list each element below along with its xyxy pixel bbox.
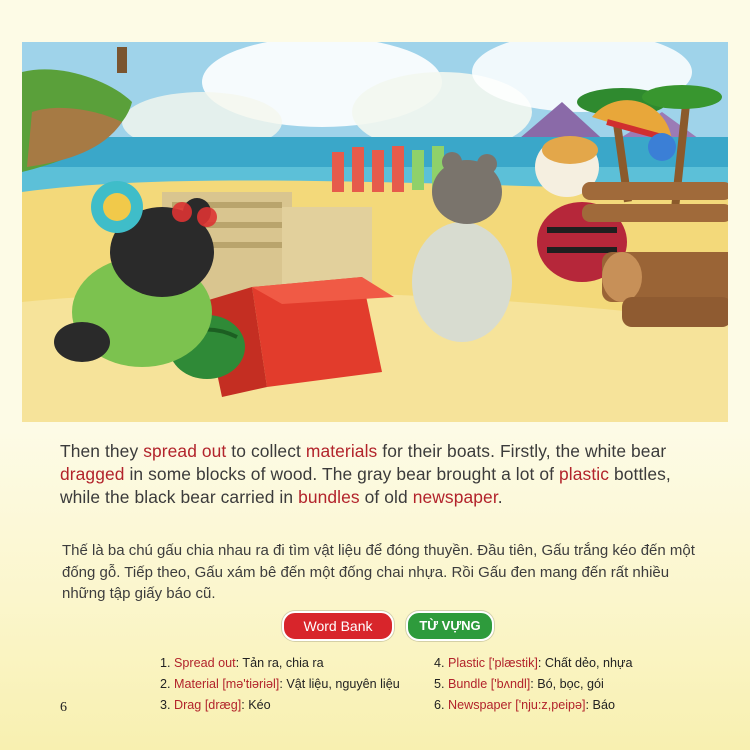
vocab-term: Material	[174, 677, 219, 691]
vocab-term: Spread out	[174, 656, 236, 670]
vocab-ipa: [mə'tiəriəl]	[222, 677, 280, 691]
story-segment: in some blocks of wood. The gray bear brought a lot of	[124, 464, 560, 484]
story-english	[60, 440, 700, 509]
vocab-term: Drag	[174, 698, 202, 712]
vocab-number: 3.	[160, 698, 171, 712]
word-bank-title: Word Bank	[282, 611, 394, 641]
highlight-bundles: bundles	[298, 487, 360, 507]
vocab-term: Plastic	[448, 656, 486, 670]
story-segment: for their boats. Firstly, the white bear	[377, 441, 667, 461]
vocab-meaning: Chất dẻo, nhựa	[544, 656, 633, 670]
story-segment: of old	[359, 487, 413, 507]
vocab-item: 4. Plastic ['plæstik]: Chất dẻo, nhựa	[434, 656, 633, 670]
vocab-item: 5. Bundle ['bʌndl]: Bó, bọc, gói	[434, 677, 604, 691]
vocab-number: 5.	[434, 677, 445, 691]
vocab-meaning: Tản ra, chia ra	[242, 656, 324, 670]
vocab-number: 1.	[160, 656, 171, 670]
vocab-number: 2.	[160, 677, 171, 691]
vocab-column-1	[160, 653, 430, 716]
vocab-item: 3. Drag [dræg]: Kéo	[160, 698, 271, 712]
highlight-newspaper: newspaper	[412, 487, 498, 507]
vocab-ipa: ['nju:z,peipə]	[515, 698, 586, 712]
vocab-column-2	[434, 653, 734, 716]
vocab-meaning: Kéo	[248, 698, 271, 712]
vocab-meaning: Vật liệu, nguyên liệu	[286, 677, 400, 691]
story-segment: Then they	[60, 441, 144, 461]
vocab-meaning: Báo	[592, 698, 615, 712]
vocab-item: 6. Newspaper ['nju:z,peipə]: Báo	[434, 698, 615, 712]
word-bank-subtitle: TỪ VỰNG	[406, 611, 494, 641]
highlight-plastic: plastic	[559, 464, 610, 484]
vocab-number: 6.	[434, 698, 445, 712]
story-segment: .	[497, 487, 503, 507]
vocab-number: 4.	[434, 656, 445, 670]
story-vietnamese: Thế là ba chú gấu chia nhau ra đi tìm vật liệu để đóng thuyền. Đầu tiên, Gấu trắng kéo đến một đống gỗ. Tiếp theo, Gấu xám bê đến một đống chai nhựa. Rồi Gấu đen mang đến rất nhiều những tập giấy báo cũ.	[62, 542, 695, 602]
story-segment: bottles, while the black bear carried in	[60, 464, 671, 507]
highlight-spread-out: spread out	[143, 441, 227, 461]
story-segment: to collect	[226, 441, 306, 461]
vocab-item: 2. Material [mə'tiəriəl]: Vật liệu, nguyên liệu	[160, 677, 400, 691]
vocab-term: Bundle	[448, 677, 488, 691]
illustration-beach-bears	[22, 42, 728, 422]
highlight-dragged: dragged	[60, 464, 125, 484]
vocab-term: Newspaper	[448, 698, 512, 712]
vocab-ipa: [dræg]	[204, 698, 242, 712]
vocab-ipa: ['plæstik]	[488, 656, 538, 670]
vocab-meaning: Bó, bọc, gói	[537, 677, 604, 691]
vocab-item: 1. Spread out: Tản ra, chia ra	[160, 656, 324, 670]
highlight-materials: materials	[305, 441, 378, 461]
page-number: 6	[60, 700, 67, 715]
vocab-ipa: ['bʌndl]	[490, 677, 531, 691]
